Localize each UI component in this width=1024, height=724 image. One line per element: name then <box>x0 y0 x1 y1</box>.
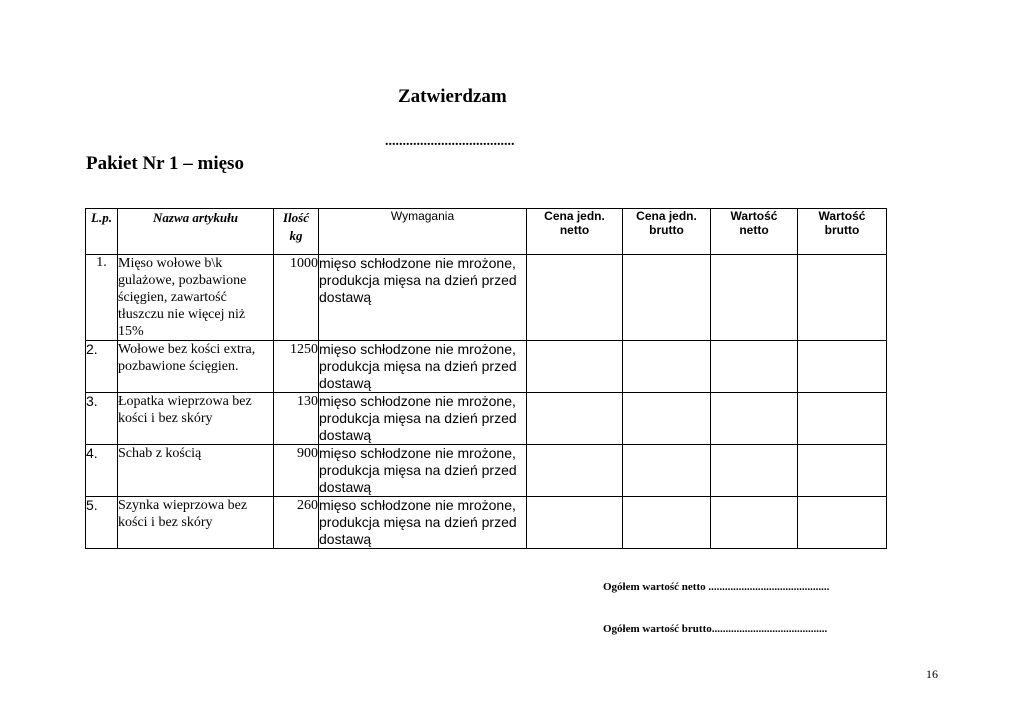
row-value-gross <box>798 497 887 549</box>
row-unit-net <box>527 341 623 393</box>
row-qty: 260 <box>274 497 319 549</box>
table-row <box>86 445 887 497</box>
table-row <box>86 255 887 341</box>
col-header-value-gross-line2: brutto <box>824 223 860 237</box>
row-value-net <box>711 255 798 341</box>
table-header-row <box>86 209 887 255</box>
col-header-name: Nazwa artykułu <box>118 209 274 255</box>
table-row <box>86 393 887 445</box>
col-header-unit-net-line1: Cena jedn. <box>544 209 605 223</box>
col-header-qty-line2: kg <box>289 228 303 243</box>
row-unit-net <box>527 255 623 341</box>
row-requirements: mięso schłodzone nie mrożone, produkcja mięsa na dzień przed dostawą <box>319 445 527 497</box>
row-unit-gross <box>623 341 711 393</box>
package-title: Pakiet Nr 1 – mięso <box>86 153 244 174</box>
table-row <box>86 341 887 393</box>
row-value-gross <box>798 255 887 341</box>
row-lp: 2. <box>86 341 118 393</box>
row-requirements: mięso schłodzone nie mrożone, produkcja mięsa na dzień przed dostawą <box>319 393 527 445</box>
row-qty: 1000 <box>274 255 319 341</box>
row-unit-gross <box>623 497 711 549</box>
col-header-qty-line1: Ilość <box>283 210 309 225</box>
col-header-value-gross-line1: Wartość <box>818 209 866 223</box>
col-header-value-net-line2: netto <box>739 223 769 237</box>
row-requirements: mięso schłodzone nie mrożone, produkcja mięsa na dzień przed dostawą <box>319 497 527 549</box>
row-value-net <box>711 393 798 445</box>
row-lp: 1. <box>86 255 118 341</box>
row-value-gross <box>798 445 887 497</box>
row-name: Mięso wołowe b\k gulażowe, pozbawione ścięgien, zawartość tłuszczu nie więcej niż 15% <box>118 255 274 341</box>
row-name: Łopatka wieprzowa bez kości i bez skóry <box>118 393 274 445</box>
row-lp: 5. <box>86 497 118 549</box>
col-header-value-net-line1: Wartość <box>730 209 778 223</box>
row-value-net <box>711 445 798 497</box>
col-header-unit-net <box>527 209 623 255</box>
row-requirements: mięso schłodzone nie mrożone, produkcja mięsa na dzień przed dostawą <box>319 341 527 393</box>
row-qty: 130 <box>274 393 319 445</box>
row-unit-gross <box>623 393 711 445</box>
items-table <box>85 208 887 549</box>
row-qty: 900 <box>274 445 319 497</box>
col-header-unit-gross-line2: brutto <box>649 223 684 237</box>
col-header-unit-gross-line1: Cena jedn. <box>636 209 697 223</box>
row-name: Szynka wieprzowa bez kości i bez skóry <box>118 497 274 549</box>
col-header-value-net <box>711 209 798 255</box>
col-header-value-gross <box>798 209 887 255</box>
total-net-line: Ogółem wartość netto ............................................ <box>603 581 830 593</box>
row-lp: 4. <box>86 445 118 497</box>
row-value-net <box>711 497 798 549</box>
row-qty: 1250 <box>274 341 319 393</box>
row-unit-net <box>527 445 623 497</box>
row-unit-gross <box>623 255 711 341</box>
total-gross-line: Ogółem wartość brutto.......................................... <box>603 623 828 635</box>
row-value-net <box>711 341 798 393</box>
row-unit-net <box>527 393 623 445</box>
col-header-requirements: Wymagania <box>319 209 527 255</box>
row-unit-net <box>527 497 623 549</box>
col-header-lp: L.p. <box>86 209 118 255</box>
table-row <box>86 497 887 549</box>
col-header-unit-net-line2: netto <box>559 223 590 237</box>
col-header-unit-gross <box>623 209 711 255</box>
row-requirements: mięso schłodzone nie mrożone, produkcja mięsa na dzień przed dostawą <box>319 255 527 341</box>
row-unit-gross <box>623 445 711 497</box>
row-value-gross <box>798 393 887 445</box>
approval-label: Zatwierdzam <box>398 86 507 107</box>
row-lp: 3. <box>86 393 118 445</box>
col-header-qty <box>274 209 319 255</box>
row-value-gross <box>798 341 887 393</box>
page-number: 16 <box>926 667 938 681</box>
signature-line: ..................................... <box>385 134 515 149</box>
row-name: Schab z kością <box>118 445 274 497</box>
row-name: Wołowe bez kości extra, pozbawione ścięgien. <box>118 341 274 393</box>
